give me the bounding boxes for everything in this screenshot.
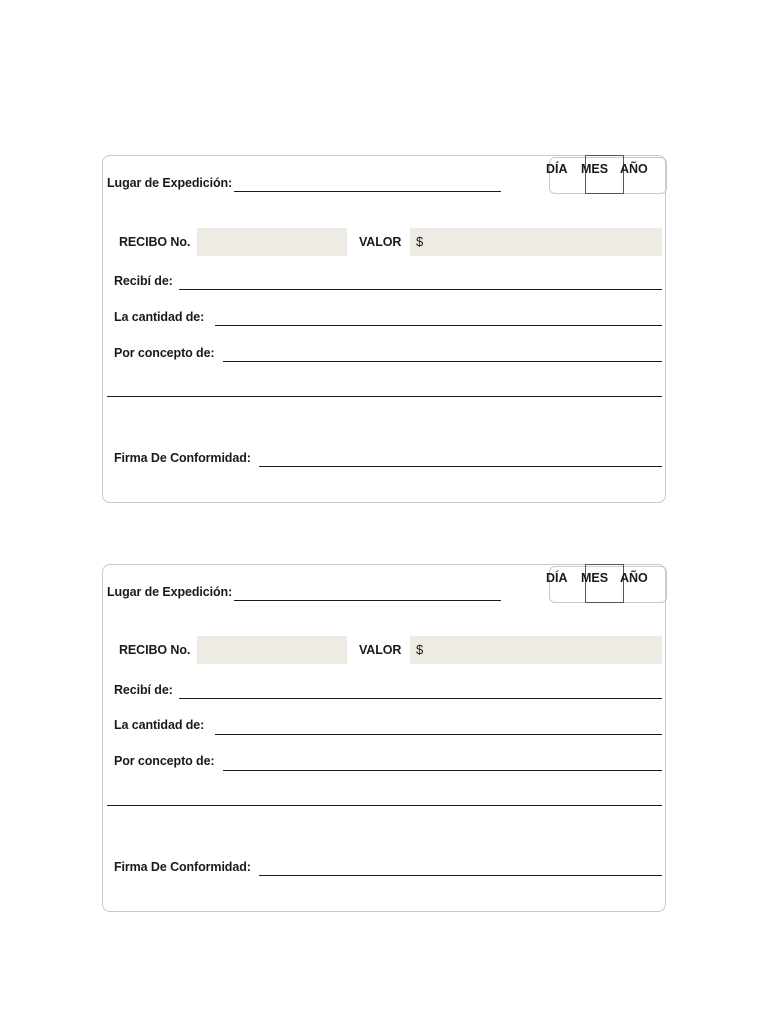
received-from-line[interactable] [179,289,662,290]
receipt-form-1 [102,155,666,503]
amount-label: La cantidad de: [114,718,205,732]
concept-extra-line[interactable] [107,805,662,806]
received-from-line[interactable] [179,698,662,699]
value-field[interactable] [410,636,662,664]
currency-symbol: $ [416,642,424,657]
value-label: VALOR [359,235,402,249]
concept-extra-line[interactable] [107,396,662,397]
concept-line[interactable] [223,770,662,771]
receipt-form-2 [102,564,666,912]
place-of-issue-label: Lugar de Expedición: [107,585,233,599]
amount-line[interactable] [215,325,662,326]
amount-label: La cantidad de: [114,310,205,324]
signature-label: Firma De Conformidad: [114,860,251,874]
concept-label: Por concepto de: [114,754,215,768]
concept-label: Por concepto de: [114,346,215,360]
receipt-number-field[interactable] [197,228,347,256]
signature-line[interactable] [259,466,662,467]
day-label: DÍA [546,162,568,176]
year-label: AÑO [620,162,648,176]
received-from-label: Recibí de: [114,274,173,288]
receipt-number-label: RECIBO No. [119,643,191,657]
year-label: AÑO [620,571,648,585]
day-label: DÍA [546,571,568,585]
receipt-number-label: RECIBO No. [119,235,191,249]
currency-symbol: $ [416,234,424,249]
amount-line[interactable] [215,734,662,735]
month-label: MES [581,571,609,585]
received-from-label: Recibí de: [114,683,173,697]
month-label: MES [581,162,609,176]
signature-line[interactable] [259,875,662,876]
concept-line[interactable] [223,361,662,362]
place-of-issue-label: Lugar de Expedición: [107,176,233,190]
place-of-issue-line[interactable] [234,191,501,192]
place-of-issue-line[interactable] [234,600,501,601]
receipt-number-field[interactable] [197,636,347,664]
value-label: VALOR [359,643,402,657]
signature-label: Firma De Conformidad: [114,451,251,465]
value-field[interactable] [410,228,662,256]
